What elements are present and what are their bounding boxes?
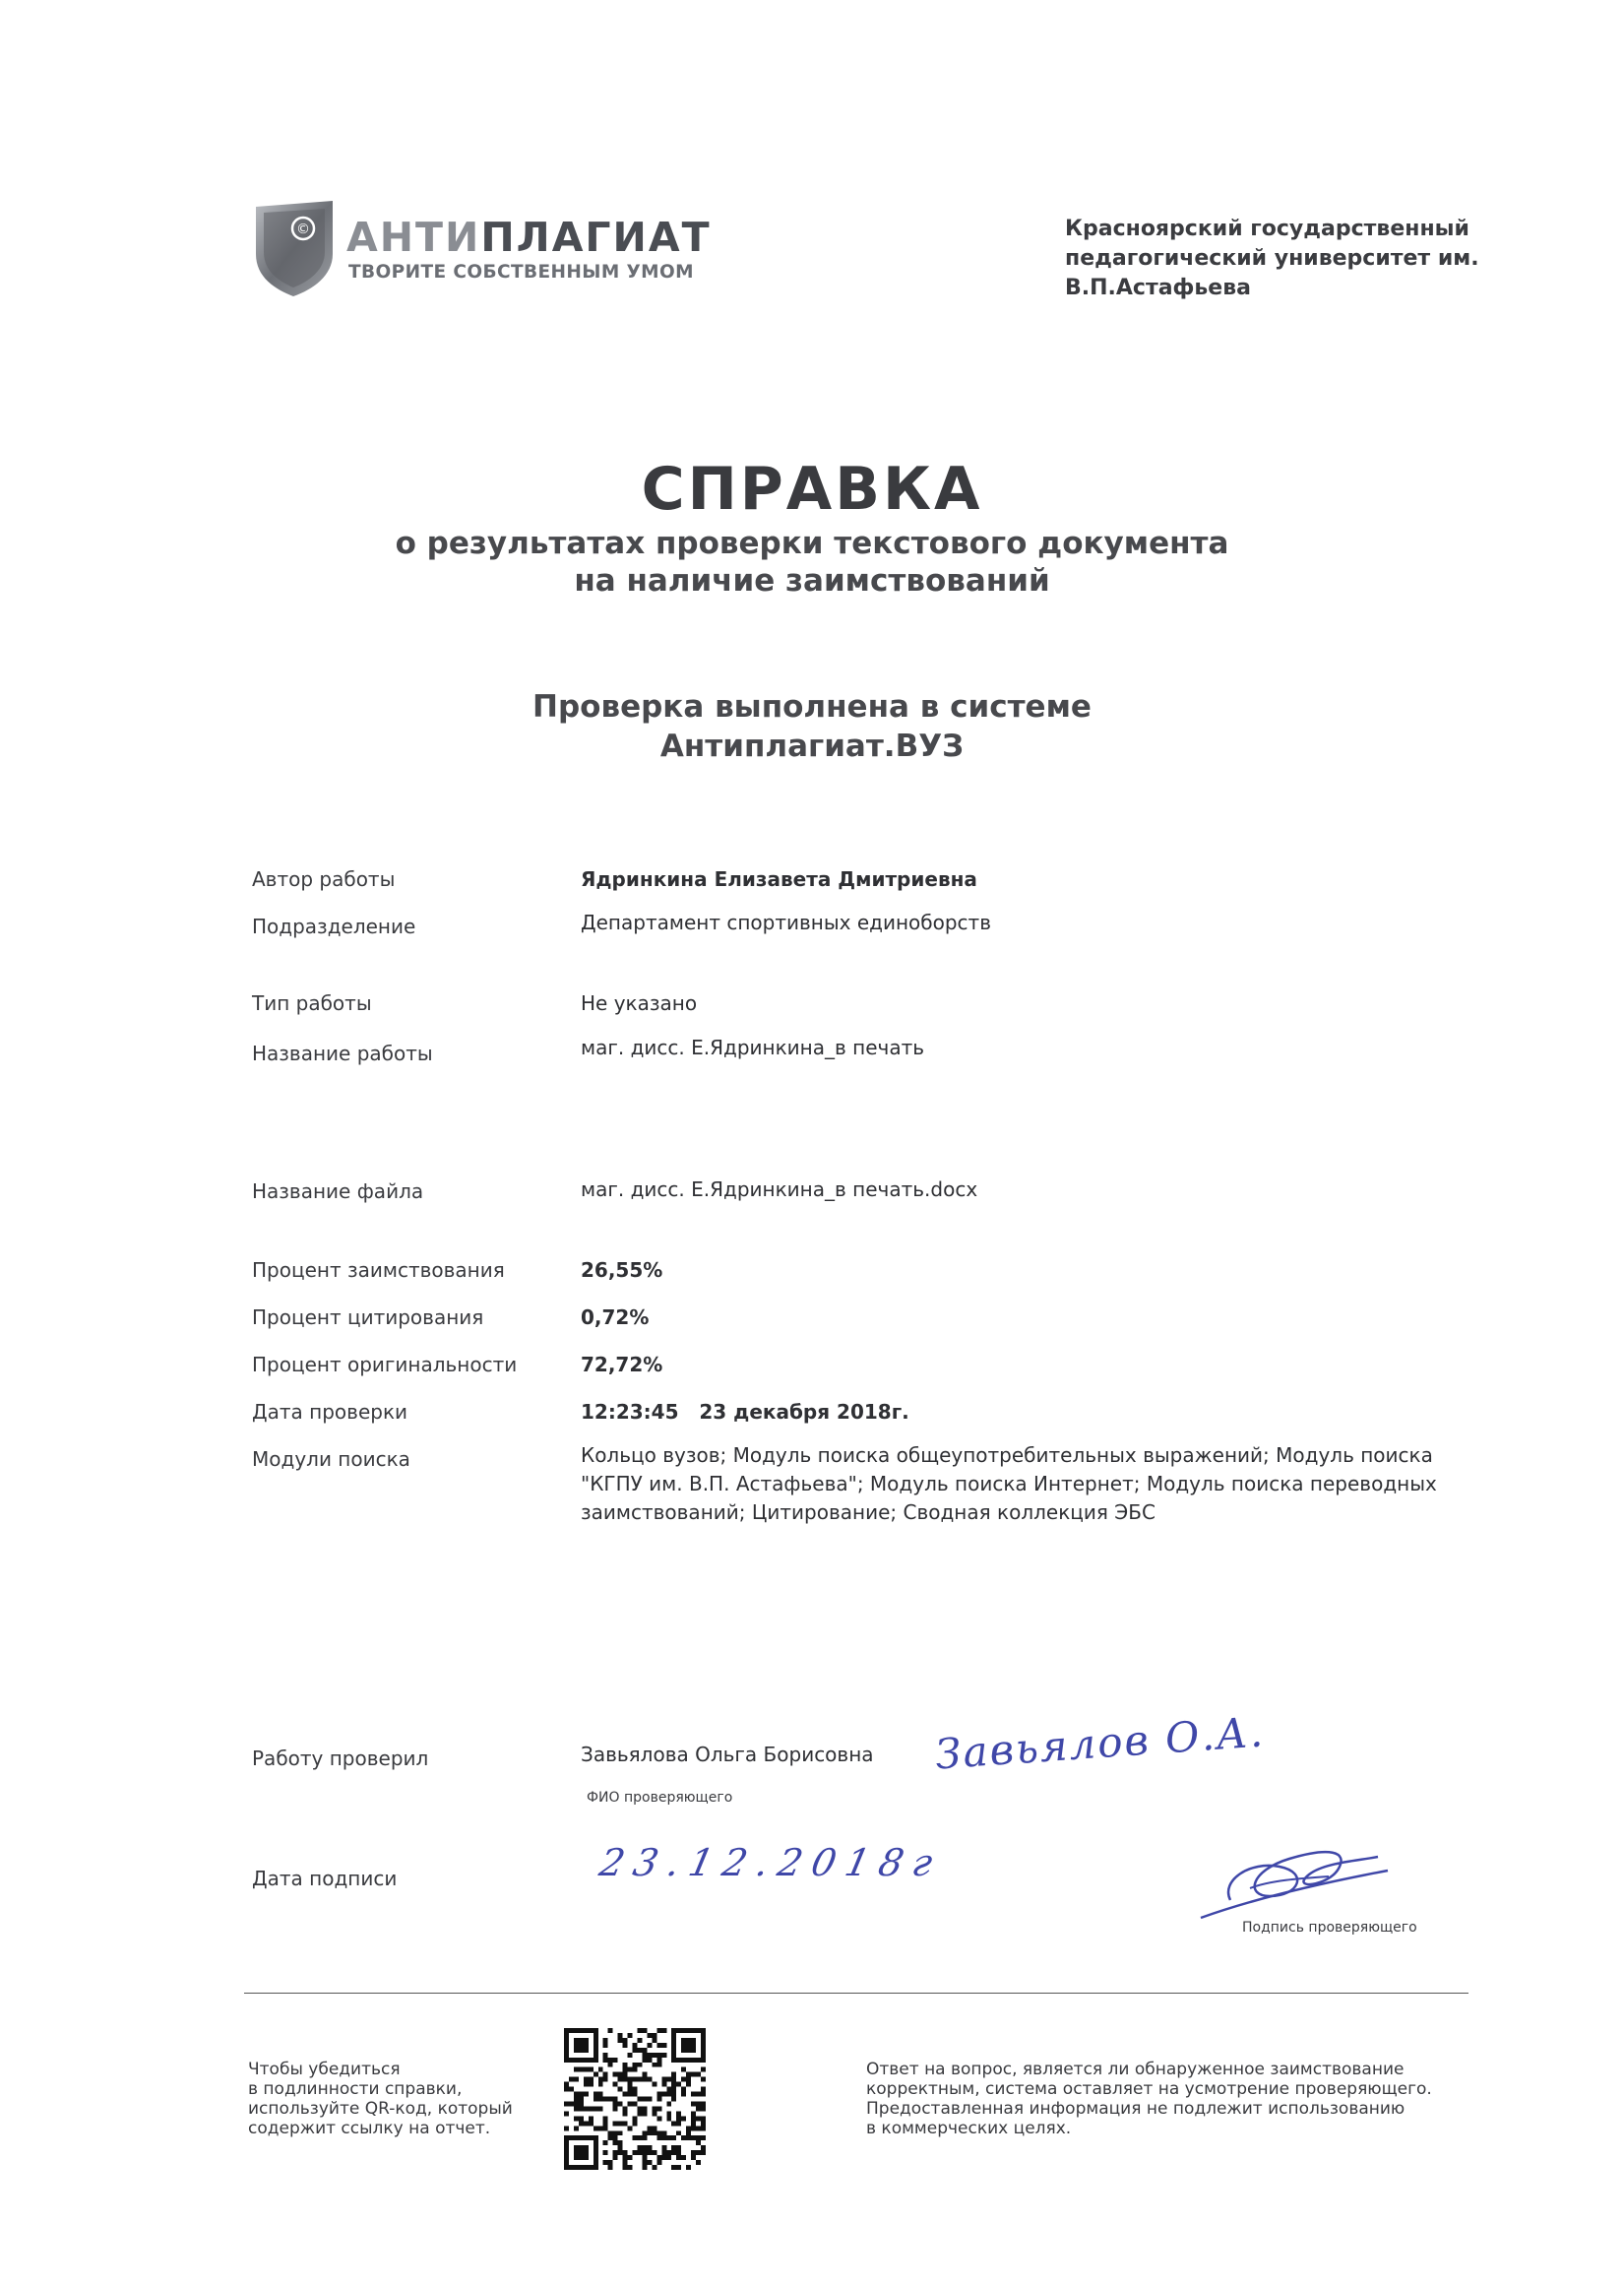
logo-slogan: ТВОРИТЕ СОБСТВЕННЫМ УМОМ xyxy=(348,262,694,283)
footer-left-line: содержит ссылку на отчет. xyxy=(248,2119,491,2138)
originality-value: 72,72% xyxy=(581,1353,663,1376)
system-line1: Проверка выполнена в системе xyxy=(532,689,1092,725)
citation-value: 0,72% xyxy=(581,1305,650,1329)
logo-wordmark xyxy=(346,215,712,260)
sign-date-label: Дата подписи xyxy=(252,1867,398,1890)
document-subtitle-line1: о результатах проверки текстового документа xyxy=(395,526,1229,561)
modules-value xyxy=(581,1441,1447,1527)
signature-caption: Подпись проверяющего xyxy=(1242,1920,1417,1936)
organization-line: педагогический университет им. xyxy=(1065,246,1479,271)
footer-divider xyxy=(244,1993,1468,1994)
modules-line: Кольцо вузов; Модуль поиска общеупотребительных выражений; Модуль поиска xyxy=(581,1443,1433,1467)
document-subtitle-line2: на наличие заимствований xyxy=(574,563,1050,599)
svg-text:©: © xyxy=(296,222,310,237)
footer-left-line: Чтобы убедиться xyxy=(248,2060,401,2079)
check-date-label: Дата проверки xyxy=(252,1400,408,1424)
work-title-label: Название работы xyxy=(252,1042,433,1065)
organization-name xyxy=(1065,215,1518,303)
organization-line: В.П.Астафьева xyxy=(1065,276,1251,300)
department-value: Департамент спортивных единоборств xyxy=(581,911,991,934)
citation-label: Процент цитирования xyxy=(252,1305,484,1329)
modules-label: Модули поиска xyxy=(252,1447,410,1471)
checker-name: Завьялова Ольга Борисовна xyxy=(581,1743,874,1766)
logo-name-part1: АНТИ xyxy=(346,214,481,261)
system-line2: Антиплагиат.ВУЗ xyxy=(659,729,965,764)
modules-line: заимствований; Цитирование; Сводная коллекция ЭБС xyxy=(581,1500,1156,1524)
author-label: Автор работы xyxy=(252,867,396,891)
check-date-value: 12:23:45 23 декабря 2018г. xyxy=(581,1400,909,1424)
logo-name-part2: ПЛАГИАТ xyxy=(480,214,712,261)
work-type-value: Не указано xyxy=(581,991,698,1015)
signature-scribble-icon xyxy=(1191,1831,1398,1926)
checker-caption: ФИО проверяющего xyxy=(587,1790,733,1806)
footer-right-line: Предоставленная информация не подлежит использованию xyxy=(866,2099,1405,2119)
document-title: СПРАВКА xyxy=(641,455,983,524)
sign-date-handwritten: 23.12.2018г xyxy=(595,1841,947,1884)
footer-left-line: используйте QR-код, который xyxy=(248,2099,513,2119)
shield-logo-icon xyxy=(254,199,335,297)
footer-qr-note xyxy=(248,2060,513,2138)
author-value: Ядринкина Елизавета Дмитриевна xyxy=(581,867,977,891)
footer-left-line: в подлинности справки, xyxy=(248,2079,463,2099)
file-name-value: маг. дисс. Е.Ядринкина_в печать.docx xyxy=(581,1177,978,1201)
work-title-value: маг. дисс. Е.Ядринкина_в печать xyxy=(581,1036,925,1059)
checked-by-label: Работу проверил xyxy=(252,1747,429,1770)
qr-code[interactable] xyxy=(564,2028,706,2170)
originality-label: Процент оригинальности xyxy=(252,1353,518,1376)
borrowing-value: 26,55% xyxy=(581,1258,663,1282)
footer-disclaimer xyxy=(866,2060,1432,2138)
modules-line: "КГПУ им. В.П. Астафьева"; Модуль поиска Интернет; Модуль поиска переводных xyxy=(581,1472,1437,1495)
checker-handwritten-name: Завьялов О.А. xyxy=(933,1707,1267,1779)
department-label: Подразделение xyxy=(252,915,416,938)
work-type-label: Тип работы xyxy=(252,991,372,1015)
footer-right-line: Ответ на вопрос, является ли обнаруженное заимствование xyxy=(866,2060,1405,2079)
file-name-label: Название файла xyxy=(252,1179,424,1203)
footer-right-line: в коммерческих целях. xyxy=(866,2119,1072,2138)
borrowing-label: Процент заимствования xyxy=(252,1258,505,1282)
organization-line: Красноярский государственный xyxy=(1065,217,1469,241)
footer-right-line: корректным, система оставляет на усмотрение проверяющего. xyxy=(866,2079,1432,2099)
antiplagiat-logo xyxy=(254,199,712,301)
